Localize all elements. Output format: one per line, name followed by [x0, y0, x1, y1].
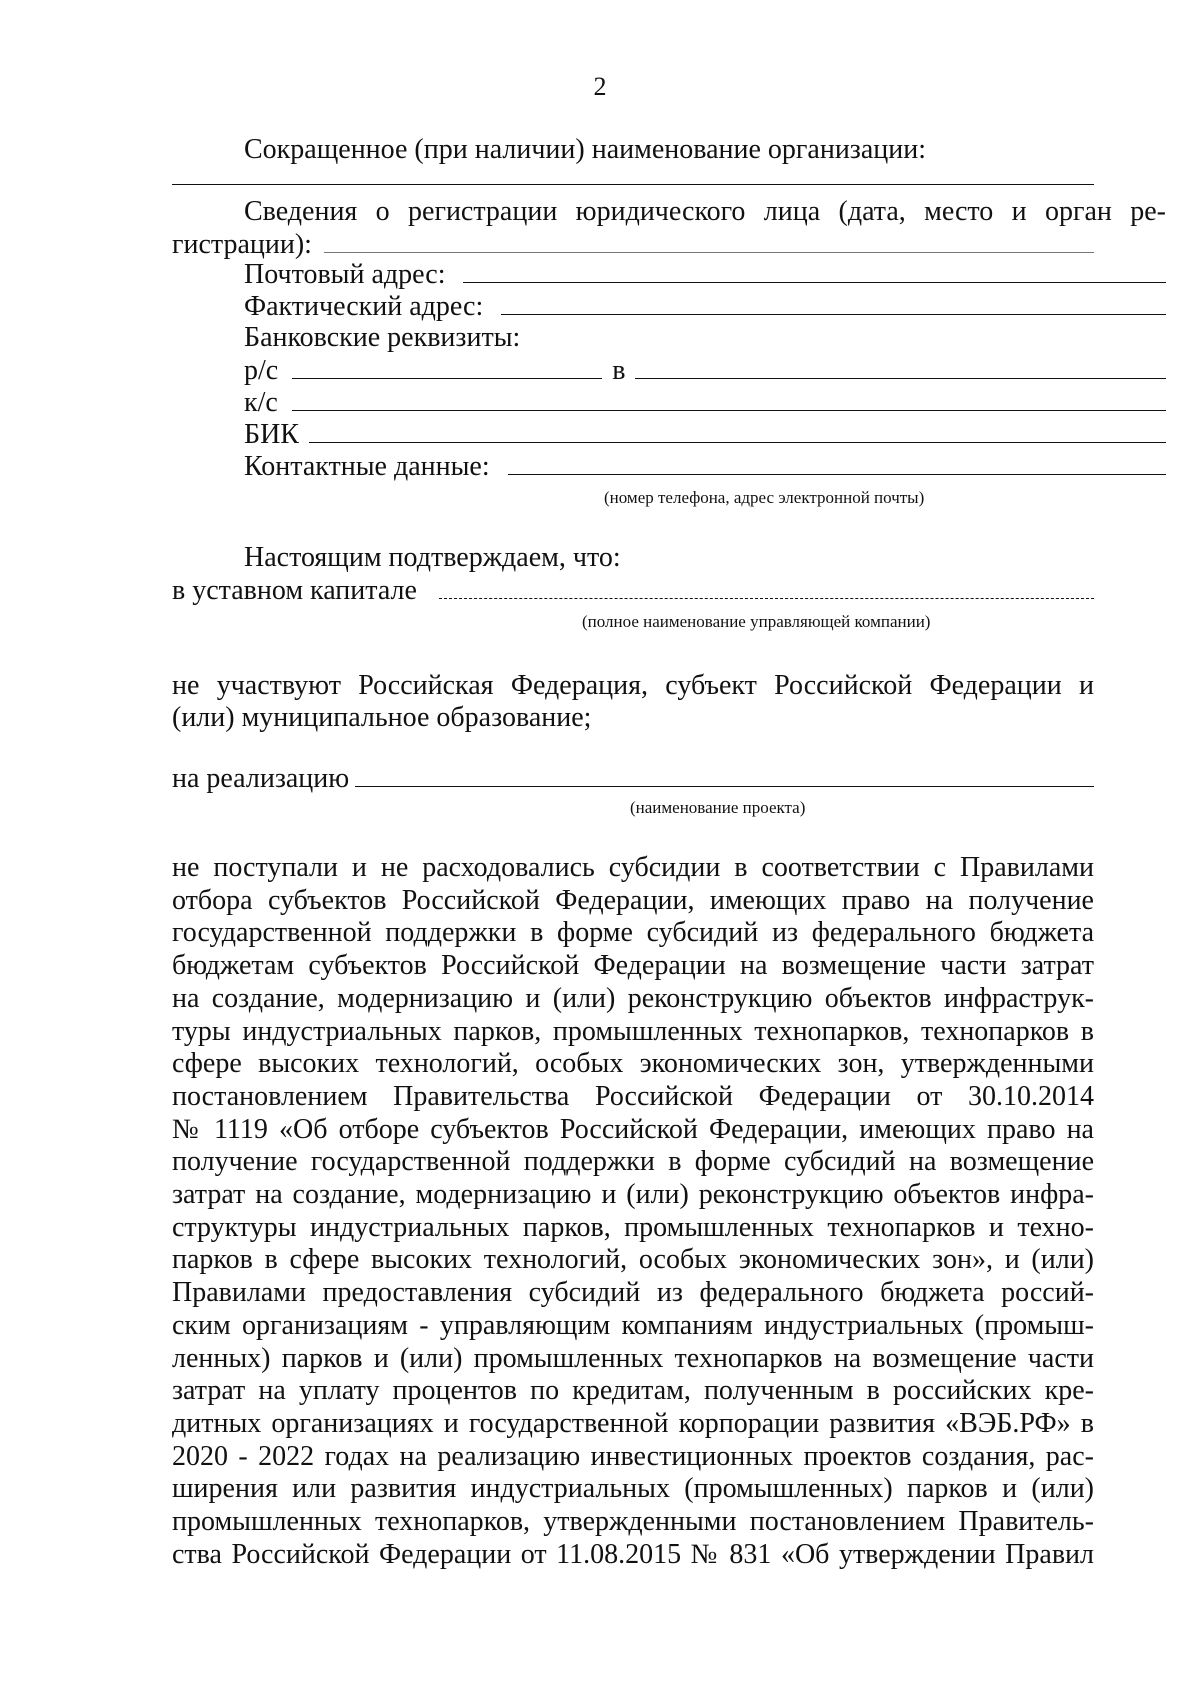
not-participate-line1: не участвуют Российская Федерация, субъект Российской Федерации и — [172, 670, 1094, 701]
confirm-intro: Настоящим подтверждаем, что: — [244, 542, 621, 573]
paragraph-line: бюджетам субъектов Российской Федерации на возмещение части затрат — [172, 950, 1094, 982]
actual-address-field[interactable] — [501, 290, 1166, 315]
charter-capital-row — [172, 574, 1094, 606]
ks-label: к/с — [244, 387, 278, 418]
paragraph-line: дитных организациях и государственной корпорации развития «ВЭБ.РФ» в — [172, 1407, 1094, 1439]
bik-row — [172, 418, 1166, 450]
paragraph-line: затрат на уплату процентов по кредитам, полученным в российских кре- — [172, 1375, 1094, 1407]
rs-label: р/с — [244, 355, 279, 386]
registration-label-line1: Сведения о регистрации юридического лица (дата, место и орган ре- — [244, 196, 1166, 227]
actual-address-row — [172, 290, 1166, 322]
short-name-field[interactable] — [172, 160, 1094, 185]
paragraph-line: сфере высоких технологий, особых экономических зон, утвержденными — [172, 1048, 1094, 1080]
bank-name-field[interactable] — [635, 354, 1166, 379]
registration-field[interactable] — [324, 228, 1094, 253]
main-paragraph — [172, 852, 1094, 1571]
postal-address-row — [172, 258, 1166, 290]
bank-details-label: Банковские реквизиты: — [244, 322, 521, 353]
in-label: в — [612, 355, 626, 386]
contacts-label: Контактные данные: — [244, 451, 490, 482]
paragraph-line: ства Российской Федерации от 11.08.2015 № 831 «Об утверждении Правил — [172, 1538, 1094, 1570]
paragraph-line: 2020 - 2022 годах на реализацию инвестиционных проектов создания, рас- — [172, 1440, 1094, 1472]
actual-address-label: Фактический адрес: — [244, 291, 484, 322]
confirm-intro-row — [172, 542, 1166, 574]
paragraph-line: ширения или развития индустриальных (промышленных) парков и (или) — [172, 1473, 1094, 1505]
contacts-row — [172, 450, 1166, 482]
paragraph-line: № 1119 «Об отборе субъектов Российской Федерации, имеющих право на — [172, 1113, 1094, 1145]
paragraph-line: отбора субъектов Российской Федерации, имеющих право на получение — [172, 884, 1094, 916]
paragraph-line: ским организациям - управляющим компаниям индустриальных (промыш- — [172, 1309, 1094, 1341]
contacts-field[interactable] — [508, 450, 1166, 475]
paragraph-line: на создание, модернизацию и (или) реконструкцию объектов инфраструк- — [172, 982, 1094, 1014]
management-company-field[interactable] — [439, 574, 1094, 599]
paragraph-line: туры индустриальных парков, промышленных технопарков, технопарков в — [172, 1015, 1094, 1047]
bank-details-row — [172, 322, 1166, 354]
registration-row-2 — [172, 228, 1094, 260]
bik-label: БИК — [244, 419, 299, 450]
implementation-label: на реализацию — [172, 763, 350, 794]
project-name-field[interactable] — [355, 762, 1094, 787]
registration-label-line2: гистрации): — [172, 229, 312, 260]
management-company-hint: (полное наименование управляющей компании) — [582, 612, 931, 631]
project-hint: (наименование проекта) — [630, 798, 806, 817]
paragraph-line: ленных) парков и (или) промышленных технопарков на возмещение части — [172, 1342, 1094, 1374]
paragraph-line: парков в сфере высоких технологий, особых экономических зон», и (или) — [172, 1244, 1094, 1276]
paragraph-line: структуры индустриальных парков, промышленных технопарков и техно- — [172, 1211, 1094, 1243]
paragraph-line: государственной поддержки в форме субсидий из федерального бюджета — [172, 917, 1094, 949]
postal-address-field[interactable] — [463, 258, 1166, 283]
paragraph-line: не поступали и не расходовались субсидии в соответствии с Правилами — [172, 852, 1094, 883]
paragraph-line: постановлением Правительства Российской Федерации от 30.10.2014 — [172, 1080, 1094, 1112]
postal-address-label: Почтовый адрес: — [244, 259, 446, 290]
page-number: 2 — [593, 72, 607, 101]
bik-field[interactable] — [309, 418, 1166, 443]
charter-capital-label: в уставном капитале — [172, 575, 417, 606]
rs-field[interactable] — [292, 354, 602, 379]
implementation-row — [172, 762, 1094, 794]
ks-row — [172, 386, 1166, 418]
ks-field[interactable] — [292, 386, 1166, 411]
paragraph-line: получение государственной поддержки в форме субсидий на возмещение — [172, 1146, 1094, 1178]
not-participate-row-1 — [172, 670, 1094, 702]
not-participate-line2: (или) муниципальное образование; — [172, 702, 592, 733]
paragraph-line: Правилами предоставления субсидий из федерального бюджета россий- — [172, 1277, 1094, 1309]
contacts-hint: (номер телефона, адрес электронной почты) — [604, 488, 925, 507]
rs-row — [172, 354, 1166, 386]
paragraph-line: затрат на создание, модернизацию и (или) реконструкцию объектов инфра- — [172, 1179, 1094, 1211]
not-participate-row-2 — [172, 702, 1094, 734]
paragraph-line: промышленных технопарков, утвержденными постановлением Правитель- — [172, 1506, 1094, 1538]
short-name-blank-row — [172, 160, 1094, 192]
short-name-label: Сокращенное (при наличии) наименование организации: — [244, 134, 927, 165]
registration-row-1 — [172, 196, 1166, 228]
